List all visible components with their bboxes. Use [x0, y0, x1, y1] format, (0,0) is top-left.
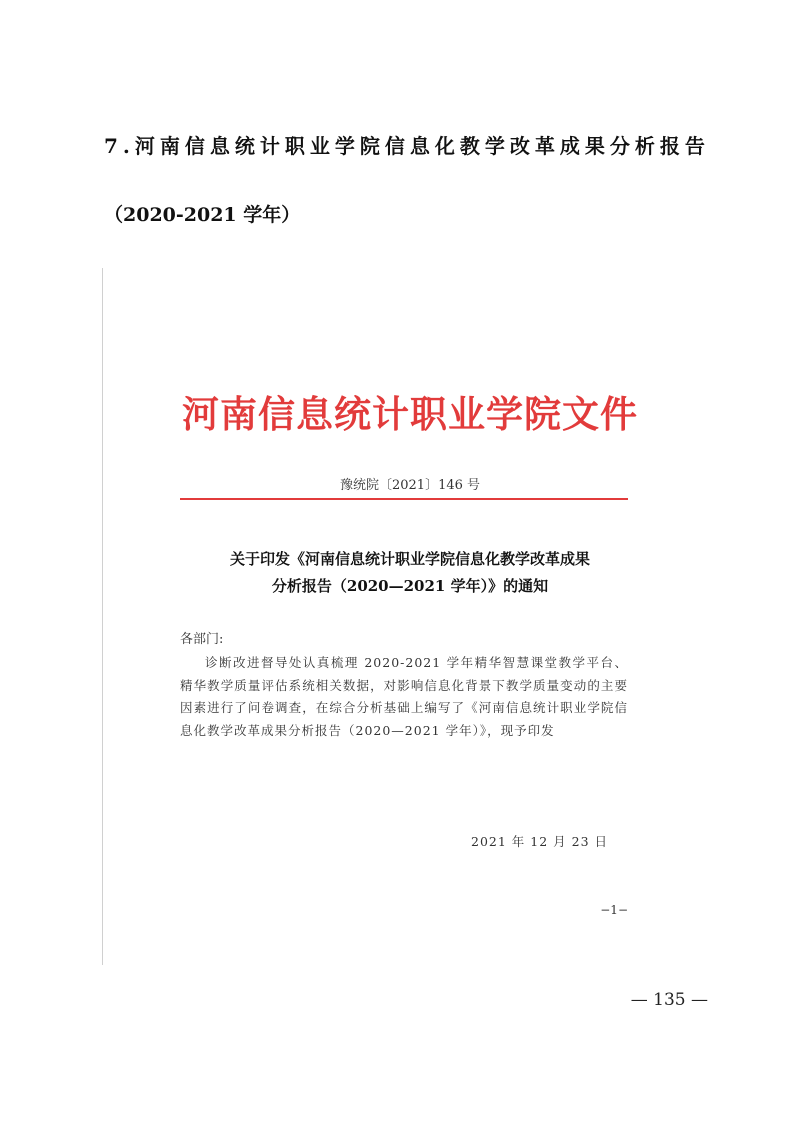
- section-heading: 7.河南信息统计职业学院信息化教学改革成果分析报告: [104, 134, 710, 158]
- section-subheading: （2020-2021 学年）: [104, 204, 301, 226]
- notice-title-line-2: 分析报告（2020—2021 学年）》的通知: [271, 577, 549, 595]
- scan-border-line: [102, 268, 103, 965]
- institution-document-title: 河南信息统计职业学院文件: [182, 392, 638, 436]
- page-number: — 135 —: [630, 990, 708, 1010]
- notice-title: [180, 546, 640, 600]
- inner-page-number: −1−: [600, 903, 628, 917]
- document-number: 豫统院〔2021〕146 号: [339, 478, 481, 493]
- salutation: 各部门:: [180, 632, 224, 647]
- issue-date: 2021 年 12 月 23 日: [471, 834, 608, 849]
- notice-title-line-1: 关于印发《河南信息统计职业学院信息化教学改革成果: [229, 550, 590, 568]
- notice-body: 诊断改进督导处认真梳理 2020-2021 学年精华智慧课堂教学平台、精华教学质量评估系统相关数据，对影响信息化背景下教学质量变动的主要因素进行了问卷调查，在综合分析基础上编写了《河南信息统计职业学院信息化教学改革成果分析报告（2020—2021 学年）》，现予印发: [180, 655, 628, 738]
- red-divider: [180, 498, 628, 500]
